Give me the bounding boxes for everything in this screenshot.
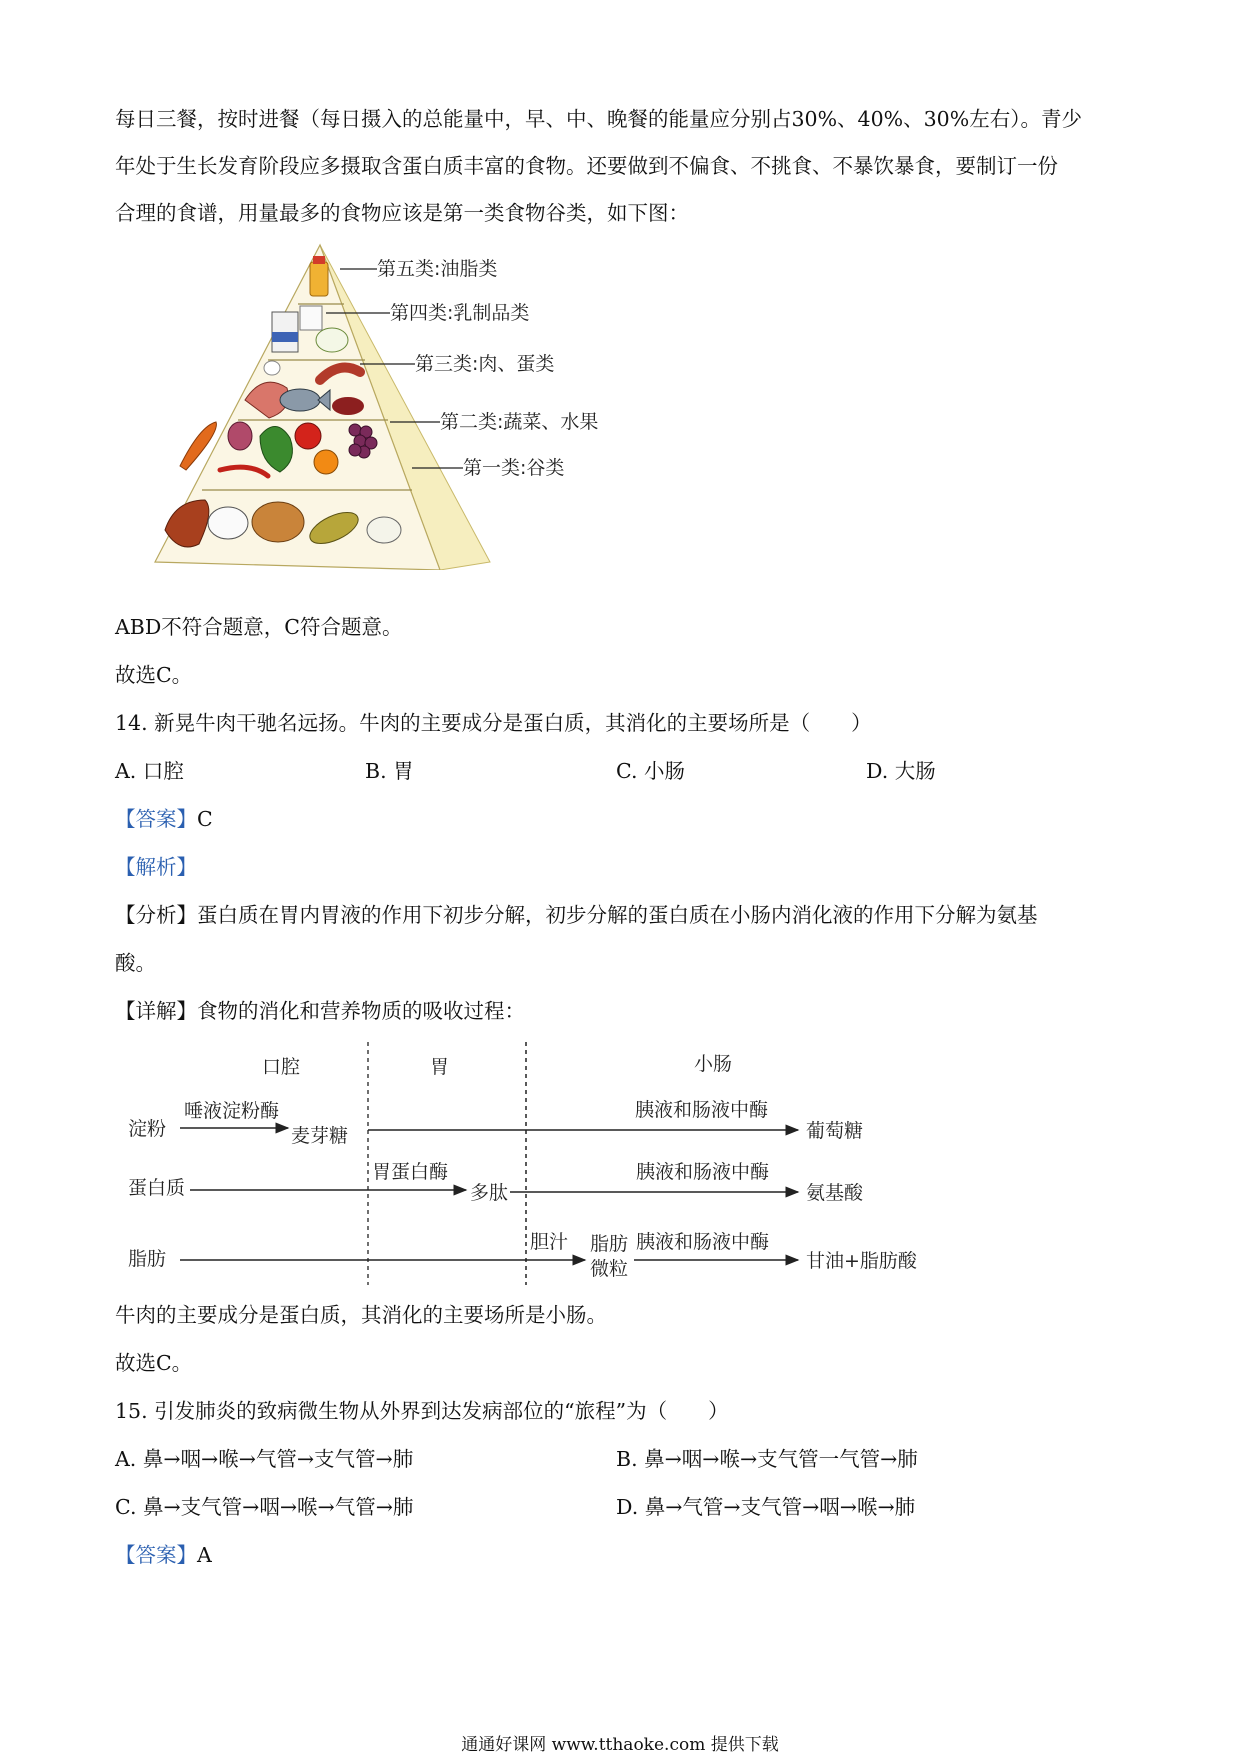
maltose-label: 麦芽糖 <box>291 1125 349 1147</box>
paragraph-line-1: 每日三餐，按时进餐（每日摄入的总能量中，早、中、晚餐的能量应分别占30%、40%、30%左右）。青少 <box>115 107 1082 131</box>
onion-icon <box>228 422 252 450</box>
q15-option-d: D. 鼻→气管→支气管→咽→喉→肺 <box>616 1495 916 1519</box>
q14-option-b: B. 胃 <box>365 759 414 783</box>
row2-enzyme2-label: 胰液和肠液中酶 <box>636 1161 770 1183</box>
polypeptide-label: 多肽 <box>470 1182 509 1204</box>
q14-answer-value: C <box>197 807 213 831</box>
digestion-diagram <box>120 1040 940 1290</box>
fat-droplet-label-2: 微粒 <box>590 1258 629 1280</box>
starch-label: 淀粉 <box>128 1118 167 1140</box>
q14-option-c: C. 小肠 <box>616 759 685 783</box>
paragraph-line-3: 合理的食谱，用量最多的食物应该是第一类食物谷类，如下图： <box>115 201 689 225</box>
q15-question: 15. 引发肺炎的致病微生物从外界到达发病部位的“旅程”为（ ） <box>115 1399 729 1423</box>
steamed-bun-icon <box>208 507 248 539</box>
q14-question: 14. 新晃牛肉干驰名远扬。牛肉的主要成分是蛋白质，其消化的主要场所是（ ） <box>115 711 872 735</box>
yogurt-bowl-icon <box>316 328 348 352</box>
q15-answer <box>115 1540 212 1570</box>
bread-icon <box>252 502 304 542</box>
q14-analysis-tag: 【解析】 <box>115 855 197 879</box>
red-meat-icon <box>332 397 364 415</box>
q15-answer-value: A <box>197 1543 212 1567</box>
q13-choose: 故选C。 <box>115 663 193 687</box>
q15-option-b: B. 鼻→咽→喉→支气管一气管→肺 <box>616 1447 918 1471</box>
q14-choose: 故选C。 <box>115 1351 193 1375</box>
pyramid-label-5: 第五类:油脂类 <box>377 258 498 280</box>
amino-acid-label: 氨基酸 <box>806 1182 864 1204</box>
rice-bowl-icon <box>367 517 401 543</box>
region-mouth: 口腔 <box>262 1056 301 1078</box>
q13-conclusion: ABD不符合题意，C符合题意。 <box>115 615 403 639</box>
region-small-intestine: 小肠 <box>694 1053 733 1075</box>
pyramid-label-1: 第一类:谷类 <box>463 457 565 479</box>
q15-option-a: A. 鼻→咽→喉→气管→支气管→肺 <box>115 1447 414 1471</box>
paragraph-line-2: 年处于生长发育阶段应多摄取含蛋白质丰富的食物。还要做到不偏食、不挑食、不暴饮暴食，要制订一份 <box>115 154 1058 178</box>
fat-label: 脂肪 <box>128 1248 167 1270</box>
q15-option-c: C. 鼻→支气管→咽→喉→气管→肺 <box>115 1495 414 1519</box>
q14-xiangjie: 【详解】食物的消化和营养物质的吸收过程： <box>115 999 525 1023</box>
pyramid-label-4: 第四类:乳制品类 <box>390 302 530 324</box>
pyramid-label-3: 第三类:肉、蛋类 <box>415 353 555 375</box>
q15-answer-tag: 【答案】 <box>115 1543 197 1567</box>
row3-enzyme2-label: 胰液和肠液中酶 <box>636 1231 770 1253</box>
egg-icon <box>264 361 280 375</box>
fat-droplet-label-1: 脂肪 <box>590 1233 629 1255</box>
q14-fenxi-line-2: 酸。 <box>115 951 156 975</box>
protein-label: 蛋白质 <box>128 1177 186 1199</box>
salivary-amylase-label: 唾液淀粉酶 <box>184 1100 280 1122</box>
bile-label: 胆汁 <box>530 1231 569 1253</box>
food-pyramid-figure <box>150 240 670 570</box>
cheese-block-icon <box>300 306 322 330</box>
q14-conclusion: 牛肉的主要成分是蛋白质，其消化的主要场所是小肠。 <box>115 1303 607 1327</box>
orange-icon <box>314 450 338 474</box>
row1-enzyme2-label: 胰液和肠液中酶 <box>635 1099 769 1121</box>
apple-icon <box>295 423 321 449</box>
q14-option-d: D. 大肠 <box>866 759 936 783</box>
pepsin-label: 胃蛋白酶 <box>372 1161 449 1183</box>
page-footer: 通通好课网 www.tthaoke.com 提供下载 <box>461 1735 779 1755</box>
fish-icon <box>280 389 320 411</box>
region-stomach: 胃 <box>430 1056 450 1078</box>
glycerol-fatty-acid-label: 甘油+脂肪酸 <box>806 1250 917 1272</box>
oil-bottle-icon <box>310 262 328 296</box>
q14-option-a: A. 口腔 <box>115 759 184 783</box>
glucose-label: 葡萄糖 <box>806 1120 864 1142</box>
q14-answer-tag: 【答案】 <box>115 807 197 831</box>
q14-fenxi-line-1: 【分析】蛋白质在胃内胃液的作用下初步分解，初步分解的蛋白质在小肠内消化液的作用下分解为氨基 <box>115 903 1038 927</box>
q14-answer <box>115 804 213 834</box>
pyramid-label-2: 第二类:蔬菜、水果 <box>440 411 599 433</box>
